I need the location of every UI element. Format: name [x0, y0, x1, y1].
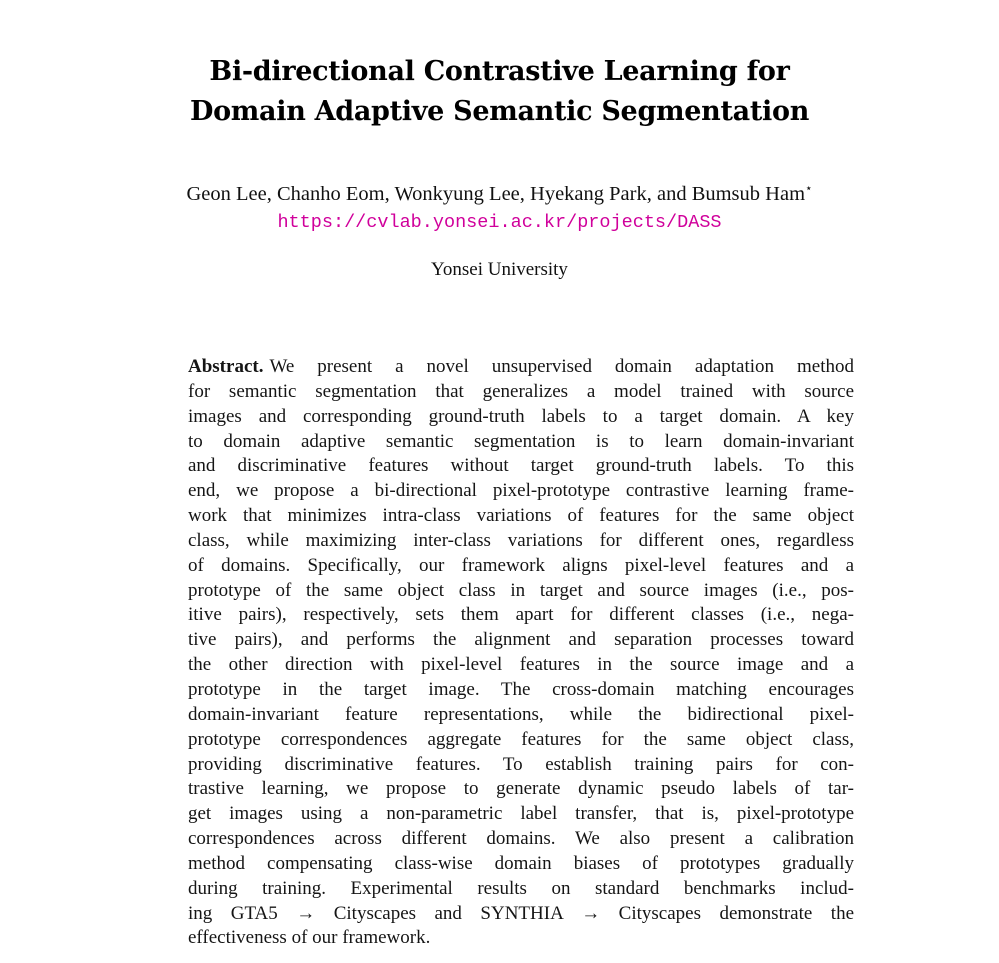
- abstract-line: trastive learning, we propose to generate dynamic pseudo labels of tar-: [188, 778, 854, 800]
- abstract-line: correspondences across different domains. We also present a calibration: [188, 828, 854, 850]
- abstract-line: images and corresponding ground-truth labels to a target domain. A key: [188, 405, 854, 427]
- paper-title-line-1: Bi-directional Contrastive Learning for: [209, 56, 790, 87]
- abstract-line: [188, 355, 854, 380]
- abstract-line: ing GTA5 → Cityscapes and SYNTHIA → Cityscapes demonstrate the: [188, 902, 854, 924]
- author-list: [0, 181, 999, 207]
- abstract-line: providing discriminative features. To establish training pairs for con-: [188, 753, 854, 775]
- abstract-label: Abstract.: [188, 356, 264, 377]
- abstract-line: and discriminative features without target ground-truth labels. To this: [188, 455, 854, 477]
- abstract-line: effectiveness of our framework.: [188, 927, 431, 949]
- abstract-line: during training. Experimental results on standard benchmarks includ-: [188, 877, 854, 899]
- project-url-link[interactable]: https://cvlab.yonsei.ac.kr/projects/DASS: [277, 212, 722, 233]
- abstract-line: tive pairs), and performs the alignment and separation processes toward: [188, 629, 854, 651]
- abstract-line: of domains. Specifically, our framework aligns pixel-level features and a: [188, 554, 854, 576]
- abstract-line: for semantic segmentation that generalizes a model trained with source: [188, 380, 854, 402]
- abstract-line: method compensating class-wise domain biases of prototypes gradually: [188, 852, 854, 874]
- abstract-line: class, while maximizing inter-class variations for different ones, regardless: [188, 529, 854, 551]
- paper-title-line-2: Domain Adaptive Semantic Segmentation: [189, 96, 810, 127]
- affiliation: Yonsei University: [431, 259, 568, 280]
- abstract-line: prototype correspondences aggregate features for the same object class,: [188, 728, 854, 750]
- abstract-line: prototype of the same object class in target and source images (i.e., pos-: [188, 579, 854, 601]
- author-names: Geon Lee, Chanho Eom, Wonkyung Lee, Hyekang Park, and Bumsub Ham: [186, 183, 806, 205]
- abstract-line: itive pairs), respectively, sets them apart for different classes (i.e., nega-: [188, 604, 854, 626]
- abstract-line: prototype in the target image. The cross-domain matching encourages: [188, 678, 854, 700]
- abstract-line: to domain adaptive semantic segmentation is to learn domain-invariant: [188, 430, 854, 452]
- abstract-line: end, we propose a bi-directional pixel-prototype contrastive learning frame-: [188, 480, 854, 502]
- abstract-line: work that minimizes intra-class variations of features for the same object: [188, 505, 854, 527]
- abstract-line: the other direction with pixel-level features in the source image and a: [188, 654, 854, 676]
- abstract: [188, 355, 854, 951]
- abstract-line: get images using a non-parametric label transfer, that is, pixel-prototype: [188, 803, 854, 825]
- abstract-line-text: We present a novel unsupervised domain adaptation method: [269, 356, 854, 377]
- abstract-line: domain-invariant feature representations, while the bidirectional pixel-: [188, 703, 854, 725]
- corresponding-author-marker: ⋆: [805, 181, 813, 195]
